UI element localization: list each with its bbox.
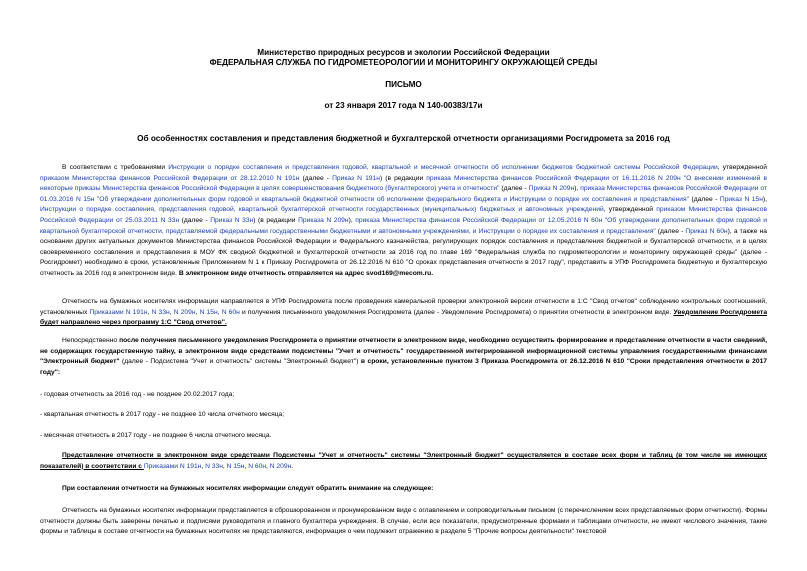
link-order-191n-short[interactable]: Приказ N 191н xyxy=(332,174,380,182)
paragraph-6: Отчетность на бумажных носителях информации представляется в сброшюрованном и пронумерованном виде с оглавлением и сопроводительным письмом (с перечислением всех представляемых форм отчетности). Формы отчетности должны быть заверены печатью и подписями руководителя и главного бухгалтера учреждения. В случае, если все показатели, предусмотренные формами и таблицами отчетности, не имеют числового значения, такие формы и таблицы в составе отчетности на бумажных носителях не представляются, информация о чем подлежит отражению в разделе 5 "Прочие вопросы деятельности" текстовой xyxy=(40,507,767,536)
link-instruction-191n[interactable]: Инструкции о порядке составления и представления годовой, квартальной и месячной отчетности об исполнении бюджетов бюджетной системы Российской Федерации xyxy=(168,164,718,171)
link-209n-p4[interactable]: N 209н xyxy=(269,462,292,470)
paragraph-2: Отчетность на бумажных носителях информации направляется в УПФ Росгидромета после проведения камеральной проверки электронной версии отчетности в 1:С "Свод отчетов" соблюдению контрольных соотношений, установленных Приказами N 191н, N 33н, N 209н, N 15н, N 60н и получения письменного уведомления Росгидромета (далее - Уведомление Росгидромета) о принятии отчетности в электронном виде. Уведомление Росгидромета будет направлено через программу 1:С "Свод отчетов". xyxy=(40,298,768,327)
link-instruction-33n[interactable]: Инструкции о порядке составления, представления годовой, квартальной бухгалтерской отчетности государственных (муниципальных) бюджетных и автономных учреждений xyxy=(40,206,604,214)
link-209n[interactable]: N 209н xyxy=(173,308,196,316)
email-instruction: В электронном виде отчетность отправляется на адрес svod169@mecom.ru. xyxy=(178,269,434,277)
link-60n[interactable]: N 60н xyxy=(221,308,240,316)
link-order-33n[interactable]: приказом Министерства финансов Российской Федерации от 25.03.2011 N 33н xyxy=(40,206,767,224)
link-order-15n-short[interactable]: Приказ N 15н xyxy=(719,195,763,203)
paragraph-1: В соответствии с требованиями Инструкции о порядке составления и представления годовой, квартальной и месячной отчетности об исполнении бюджетов бюджетной системы Российской Федерации, утвержденной приказом Министерства финансов Российской Федерации от 28.12.2010 N 191н (далее - Приказ N 191н) (в редакции приказа Министерства финансов Российской Федерации от 16.11.2016 N 209н "О внесении изменений в некоторые приказы Министерства финансов Российской Федерации в целях совершенствования бюджетного (бухгалтерского) учета и отчетности" (далее - Приказ N 209н), приказа Министерства финансов Российской Федерации от 01.03.2016 N 15н "Об утверждении дополнительных форм годовой и квартальной бюджетной отчетности об исполнении федерального бюджета и Инструкции о порядке их составления и представления" (далее - Приказ N 15н), Инструкции о порядке составления, представления годовой, квартальной бухгалтерской отчетности государственных (муниципальных) бюджетных и автономных учреждений, утвержденной приказом Министерства финансов Российской Федерации от 25.03.2011 N 33н (далее - Приказ N 33н) (в редакции Приказа N 209н), приказа Министерства финансов Российской Федерации от 12.05.2016 N 60н "Об утверждении дополнительных форм годовой и квартальной бухгалтерской отчетности, представляемой федеральными государственными бюджетными и автономными учреждениями, и Инструкции о порядке их составления и представления" (далее - Приказ N 60н), а также на основании других актуальных документов Министерства финансов Российской Федерации и Федерального казначейства, регулирующих порядок составления и представления бюджетной и бухгалтерской отчетности, и в целях своевременного составления и представления в МОУ ФК сводной бюджетной и бухгалтерской отчетности за 2016 год по главе 169 "Федеральная служба по гидрометеорологии и мониторингу окружающей среды" (далее - Росгидромет) необходимо в сроки, установленные Приложением N 1 к Приказу Росгидромета от 26.12.2016 N 610 "О сроках представления отчетности в 2017 году", представить в УПФ Росгидромета бюджетную и бухгалтерскую отчетность за 2016 год в электронном виде. В электронном виде отчетность отправляется на адрес svod169@mecom.ru. xyxy=(40,164,767,277)
deadline-item: - квартальная отчетность в 2017 году - не позднее 10 числа отчетного месяца; xyxy=(40,411,285,418)
link-order-60n-short[interactable]: Приказ N 60н xyxy=(685,227,728,235)
letter-subject: Об особенностях составления и представления бюджетной и бухгалтерской отчетности организациями Росгидромета за 2016 год xyxy=(137,134,670,143)
link-33n-p4[interactable]: N 33н xyxy=(205,462,223,470)
service-name: ФЕДЕРАЛЬНАЯ СЛУЖБА ПО ГИДРОМЕТЕОРОЛОГИИ И МОНИТОРИНГУ ОКРУЖАЮЩЕЙ СРЕДЫ xyxy=(209,58,598,67)
link-order-33n-short[interactable]: Приказ N 33н xyxy=(210,216,254,224)
link-order-209n-short[interactable]: Приказ N 209н xyxy=(528,185,575,193)
deadline-item: - годовая отчетность за 2016 год - не позднее 20.02.2017 года; xyxy=(40,391,235,398)
paragraph-3: Непосредственно после получения письменного уведомления Росгидромета о принятии отчетности в электронном виде, необходимо осуществить формирование и представление отчетности в части сведений, не содержащих государственную тайну, в электронном виде средствами подсистемы "Учет и отчетность" государственной интегрированной информационной системы управления государственными финансами "Электронный бюджет" (далее - Подсистема "Учет и отчетность" системы "Электронный бюджет") в сроки, установленные пунктом 3 Приказа Росгидромета от 26.12.2016 N 610 "Сроки представления отчетности в 2017 году": xyxy=(40,337,768,376)
link-order-60n[interactable]: приказа Министерства финансов Российской Федерации от 12.05.2016 N 60н "Об утверждении дополнительных форм годовой и квартальной бухгалтерской отчетности, представляемой федеральными государственными бюджетными и автономными учреждениями, и Инструкции о порядке их составления и представления" xyxy=(40,216,767,235)
link-order-15n[interactable]: приказа Министерства финансов Российской Федерации от 01.03.2016 N 15н "Об утверждении дополнительных форм годовой и квартальной бюджетной отчетности об исполнении федерального бюджета и Инструкции о порядке их составления и представления" xyxy=(40,185,767,203)
link-order-191n[interactable]: приказом Министерства финансов Российской Федерации от 28.12.2010 N 191н xyxy=(40,174,300,182)
link-33n[interactable]: N 33н xyxy=(151,308,170,316)
link-15n[interactable]: N 15н xyxy=(199,308,218,316)
link-15n-p4[interactable]: N 15н xyxy=(226,462,245,470)
paragraph-5: При составлении отчетности на бумажных носителях информации следует обратить внимание на следующее: xyxy=(62,485,434,492)
link-orders-191n[interactable]: Приказами N 191н xyxy=(89,308,148,316)
paragraph-4: Представление отчетности в электронном виде средствами Подсистемы "Учет и отчетность" системы "Электронный бюджет" осуществляется в составе всех форм и таблиц (в том числе не имеющих показателей) в соответствии с Приказами N 191н, N 33н, N 15н, N 60н, N 209н. xyxy=(40,452,767,470)
document-type: ПИСЬМО xyxy=(385,80,422,89)
ministry-name: Министерство природных ресурсов и экологии Российской Федерации xyxy=(257,48,550,57)
link-orders-191n-p4[interactable]: Приказами N 191н xyxy=(143,462,202,470)
link-order-209n-ref[interactable]: Приказа N 209н xyxy=(298,216,349,224)
link-order-209n[interactable]: приказа Министерства финансов Российской Федерации от 16.11.2016 N 209н "О внесении изменений в некоторые приказы Министерства финансов Российской Федерации в целях совершенствования бюджетного (бухгалтерского) учета и отчетности" xyxy=(40,174,767,193)
deadline-item: - месячная отчетность в 2017 году - не позднее 6 числа отчетного месяца. xyxy=(40,432,272,439)
document-date-number: от 23 января 2017 года N 140-00383/17и xyxy=(324,101,483,110)
link-60n-p4[interactable]: N 60н xyxy=(248,462,267,470)
notification-note: Уведомление Росгидромета будет направлено через программу 1:С "Свод отчетов". xyxy=(40,308,768,327)
